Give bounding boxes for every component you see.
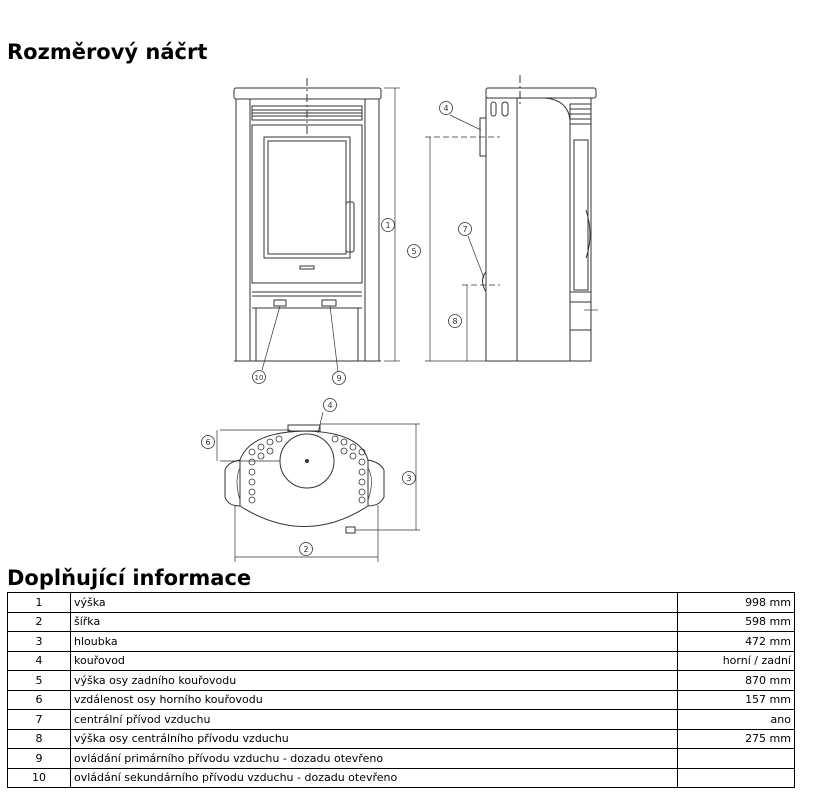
table-row — [8, 690, 795, 710]
callout-circles — [202, 102, 472, 556]
sketch-heading: Rozměrový náčrt — [7, 40, 208, 64]
top-view — [217, 412, 420, 562]
row-label: kouřovod — [71, 651, 678, 671]
callout-1: 1 — [385, 221, 391, 230]
table-row — [8, 749, 795, 769]
row-value: 157 mm — [678, 690, 795, 710]
table-row — [8, 612, 795, 632]
row-value: 870 mm — [678, 671, 795, 691]
row-value: 998 mm — [678, 593, 795, 613]
row-label: centrální přívod vzduchu — [71, 710, 678, 730]
table-row — [8, 768, 795, 788]
row-number: 4 — [8, 651, 71, 671]
row-value: 472 mm — [678, 632, 795, 652]
row-label: vzdálenost osy horního kouřovodu — [71, 690, 678, 710]
table-row — [8, 651, 795, 671]
row-value: ano — [678, 710, 795, 730]
row-number: 2 — [8, 612, 71, 632]
table-row — [8, 710, 795, 730]
info-heading: Doplňující informace — [7, 566, 252, 590]
callout-5: 5 — [411, 247, 417, 256]
row-number: 8 — [8, 729, 71, 749]
table-row — [8, 632, 795, 652]
row-value: 275 mm — [678, 729, 795, 749]
callout-4-side: 4 — [443, 104, 449, 113]
row-label: ovládání sekundárního přívodu vzduchu - dozadu otevřeno — [71, 768, 678, 788]
table-row — [8, 593, 795, 613]
callout-8: 8 — [452, 317, 458, 326]
row-label: výška — [71, 593, 678, 613]
callout-10: 10 — [254, 374, 264, 382]
front-view — [234, 78, 400, 372]
row-label: hloubka — [71, 632, 678, 652]
row-number: 7 — [8, 710, 71, 730]
callout-6: 6 — [205, 438, 211, 447]
row-label: ovládání primárního přívodu vzduchu - dozadu otevřeno — [71, 749, 678, 769]
callout-3: 3 — [406, 474, 412, 483]
row-number: 5 — [8, 671, 71, 691]
callout-2: 2 — [303, 545, 309, 554]
row-label: výška osy zadního kouřovodu — [71, 671, 678, 691]
row-number: 9 — [8, 749, 71, 769]
table-row — [8, 729, 795, 749]
row-number: 6 — [8, 690, 71, 710]
row-value: 598 mm — [678, 612, 795, 632]
callout-4-top: 4 — [327, 401, 333, 410]
row-value: horní / zadní — [678, 651, 795, 671]
info-table — [7, 592, 795, 788]
row-number: 3 — [8, 632, 71, 652]
callout-9: 9 — [336, 374, 342, 383]
row-number: 10 — [8, 768, 71, 788]
side-view — [425, 75, 598, 361]
row-value — [678, 768, 795, 788]
row-value — [678, 749, 795, 769]
table-row — [8, 671, 795, 691]
row-label: výška osy centrálního přívodu vzduchu — [71, 729, 678, 749]
row-label: šířka — [71, 612, 678, 632]
row-number: 1 — [8, 593, 71, 613]
callout-7: 7 — [462, 225, 468, 234]
